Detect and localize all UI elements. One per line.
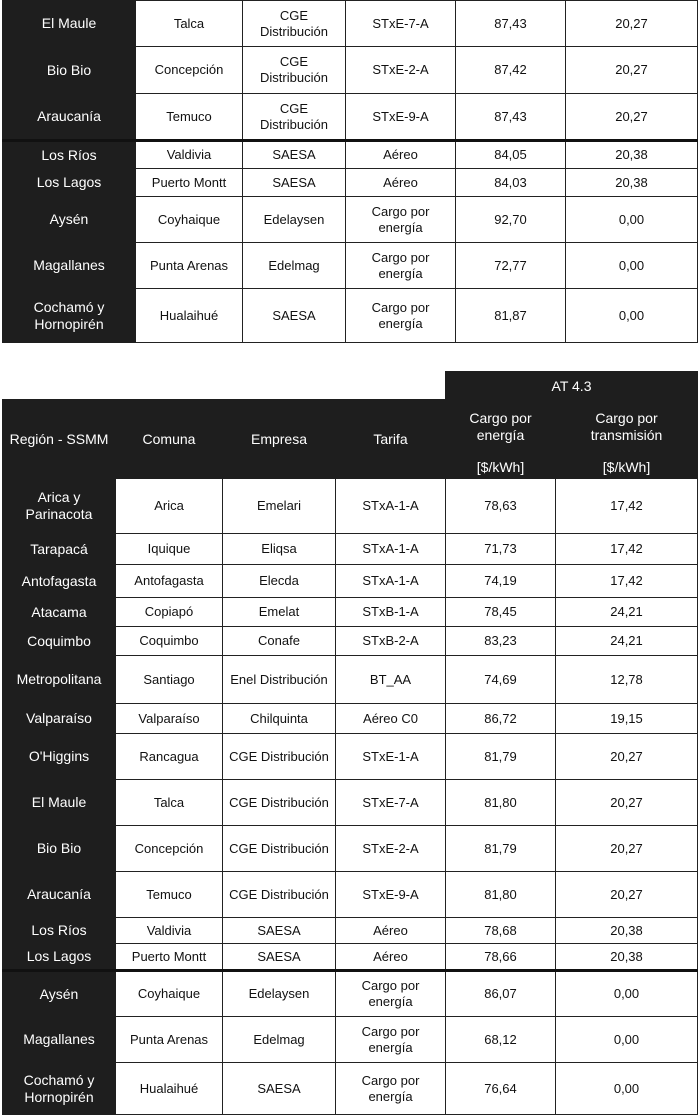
comuna-cell: Punta Arenas bbox=[136, 243, 243, 289]
tariff-table-continuation bbox=[2, 0, 698, 343]
tarifa-cell: STxE-7-A bbox=[336, 780, 446, 826]
table-row bbox=[3, 918, 698, 944]
table-body bbox=[3, 479, 698, 1115]
region-cell: Antofagasta bbox=[3, 565, 116, 598]
table-row bbox=[3, 197, 698, 243]
region-cell: Metropolitana bbox=[3, 656, 116, 704]
table-row bbox=[3, 872, 698, 918]
table-row bbox=[3, 1063, 698, 1115]
energia-cell: 72,77 bbox=[456, 243, 566, 289]
energia-cell: 84,03 bbox=[456, 169, 566, 197]
empresa-cell: SAESA bbox=[243, 289, 346, 343]
region-cell: Coquimbo bbox=[3, 627, 116, 656]
table-row bbox=[3, 1017, 698, 1063]
transmision-cell: 24,21 bbox=[556, 598, 698, 627]
region-cell: Los Ríos bbox=[3, 141, 136, 169]
energia-cell: 87,43 bbox=[456, 94, 566, 141]
transmision-cell: 20,38 bbox=[556, 944, 698, 971]
comuna-cell: Coquimbo bbox=[116, 627, 223, 656]
header-region: Región - SSMM bbox=[3, 400, 116, 479]
tarifa-cell: STxE-2-A bbox=[346, 47, 456, 94]
tarifa-cell: STxA-1-A bbox=[336, 479, 446, 534]
group-header-at43: AT 4.3 bbox=[446, 372, 698, 400]
comuna-cell: Arica bbox=[116, 479, 223, 534]
transmision-cell: 20,38 bbox=[566, 169, 698, 197]
energia-cell: 81,87 bbox=[456, 289, 566, 343]
tarifa-cell: Cargo por energía bbox=[346, 243, 456, 289]
region-cell: Aysén bbox=[3, 971, 116, 1017]
transmision-cell: 20,27 bbox=[556, 780, 698, 826]
tarifa-cell: Cargo por energía bbox=[346, 197, 456, 243]
transmision-cell: 20,38 bbox=[556, 918, 698, 944]
energia-cell: 84,05 bbox=[456, 141, 566, 169]
transmision-cell: 0,00 bbox=[566, 243, 698, 289]
comuna-cell: Rancagua bbox=[116, 734, 223, 780]
region-cell: Araucanía bbox=[3, 872, 116, 918]
region-cell: Los Lagos bbox=[3, 944, 116, 971]
region-cell: Atacama bbox=[3, 598, 116, 627]
tarifa-cell: Aéreo bbox=[336, 918, 446, 944]
energia-cell: 78,45 bbox=[446, 598, 556, 627]
tarifa-cell: STxE-9-A bbox=[346, 94, 456, 141]
empresa-cell: CGE Distribución bbox=[243, 47, 346, 94]
comuna-cell: Santiago bbox=[116, 656, 223, 704]
table-row bbox=[3, 289, 698, 343]
energia-cell: 78,66 bbox=[446, 944, 556, 971]
region-cell: Arica y Parinacota bbox=[3, 479, 116, 534]
header-spacer bbox=[3, 372, 446, 400]
comuna-cell: Valdivia bbox=[136, 141, 243, 169]
column-header-row bbox=[3, 400, 698, 455]
empresa-cell: Chilquinta bbox=[223, 704, 336, 734]
comuna-cell: Puerto Montt bbox=[116, 944, 223, 971]
region-cell: Tarapacá bbox=[3, 534, 116, 565]
transmision-cell: 20,27 bbox=[566, 47, 698, 94]
tarifa-cell: Cargo por energía bbox=[336, 971, 446, 1017]
comuna-cell: Antofagasta bbox=[116, 565, 223, 598]
table-row bbox=[3, 780, 698, 826]
table-row bbox=[3, 656, 698, 704]
energia-cell: 74,19 bbox=[446, 565, 556, 598]
empresa-cell: Emelari bbox=[223, 479, 336, 534]
region-cell: El Maule bbox=[3, 1, 136, 47]
region-cell: El Maule bbox=[3, 780, 116, 826]
header-tarifa: Tarifa bbox=[336, 400, 446, 479]
comuna-cell: Valparaíso bbox=[116, 704, 223, 734]
region-cell: O'Higgins bbox=[3, 734, 116, 780]
empresa-cell: Enel Distribución bbox=[223, 656, 336, 704]
empresa-cell: CGE Distribución bbox=[223, 872, 336, 918]
tarifa-cell: STxE-2-A bbox=[336, 826, 446, 872]
energia-cell: 87,42 bbox=[456, 47, 566, 94]
empresa-cell: Eliqsa bbox=[223, 534, 336, 565]
tarifa-cell: STxB-2-A bbox=[336, 627, 446, 656]
empresa-cell: CGE Distribución bbox=[223, 780, 336, 826]
table-row bbox=[3, 734, 698, 780]
energia-cell: 86,07 bbox=[446, 971, 556, 1017]
tarifa-cell: STxE-9-A bbox=[336, 872, 446, 918]
comuna-cell: Temuco bbox=[136, 94, 243, 141]
transmision-cell: 0,00 bbox=[556, 971, 698, 1017]
comuna-cell: Coyhaique bbox=[116, 971, 223, 1017]
table-row bbox=[3, 565, 698, 598]
tarifa-cell: Aéreo C0 bbox=[336, 704, 446, 734]
tarifa-cell: STxA-1-A bbox=[336, 534, 446, 565]
energia-cell: 81,79 bbox=[446, 826, 556, 872]
table-row bbox=[3, 479, 698, 534]
empresa-cell: Edelaysen bbox=[223, 971, 336, 1017]
transmision-cell: 0,00 bbox=[556, 1063, 698, 1115]
transmision-cell: 17,42 bbox=[556, 565, 698, 598]
transmision-cell: 0,00 bbox=[566, 197, 698, 243]
comuna-cell: Concepción bbox=[136, 47, 243, 94]
table-row bbox=[3, 971, 698, 1017]
energia-cell: 92,70 bbox=[456, 197, 566, 243]
tarifa-cell: Cargo por energía bbox=[346, 289, 456, 343]
table-row bbox=[3, 94, 698, 141]
comuna-cell: Valdivia bbox=[116, 918, 223, 944]
table-row bbox=[3, 141, 698, 169]
transmision-cell: 20,27 bbox=[556, 734, 698, 780]
comuna-cell: Talca bbox=[116, 780, 223, 826]
table-row bbox=[3, 243, 698, 289]
empresa-cell: SAESA bbox=[223, 918, 336, 944]
tarifa-cell: Cargo por energía bbox=[336, 1063, 446, 1115]
table-row bbox=[3, 704, 698, 734]
empresa-cell: SAESA bbox=[223, 1063, 336, 1115]
tarifa-cell: Cargo por energía bbox=[336, 1017, 446, 1063]
comuna-cell: Coyhaique bbox=[136, 197, 243, 243]
region-cell: Magallanes bbox=[3, 243, 136, 289]
transmision-cell: 20,38 bbox=[566, 141, 698, 169]
empresa-cell: Conafe bbox=[223, 627, 336, 656]
group-header-row bbox=[3, 372, 698, 400]
comuna-cell: Iquique bbox=[116, 534, 223, 565]
comuna-cell: Concepción bbox=[116, 826, 223, 872]
empresa-cell: Edelaysen bbox=[243, 197, 346, 243]
table-row bbox=[3, 169, 698, 197]
table-row bbox=[3, 47, 698, 94]
table-row bbox=[3, 826, 698, 872]
region-cell: Los Ríos bbox=[3, 918, 116, 944]
empresa-cell: Edelmag bbox=[243, 243, 346, 289]
region-cell: Bio Bio bbox=[3, 47, 136, 94]
energia-cell: 76,64 bbox=[446, 1063, 556, 1115]
empresa-cell: CGE Distribución bbox=[243, 94, 346, 141]
comuna-cell: Talca bbox=[136, 1, 243, 47]
table-row bbox=[3, 534, 698, 565]
region-cell: Aysén bbox=[3, 197, 136, 243]
energia-cell: 81,80 bbox=[446, 780, 556, 826]
transmision-cell: 24,21 bbox=[556, 627, 698, 656]
energia-cell: 87,43 bbox=[456, 1, 566, 47]
transmision-cell: 20,27 bbox=[566, 1, 698, 47]
header-comuna: Comuna bbox=[116, 400, 223, 479]
energia-cell: 71,73 bbox=[446, 534, 556, 565]
energia-cell: 68,12 bbox=[446, 1017, 556, 1063]
energia-cell: 78,68 bbox=[446, 918, 556, 944]
transmision-cell: 0,00 bbox=[556, 1017, 698, 1063]
energia-cell: 78,63 bbox=[446, 479, 556, 534]
header-unit-transmision: [$/kWh] bbox=[556, 455, 698, 479]
empresa-cell: Emelat bbox=[223, 598, 336, 627]
table-row bbox=[3, 627, 698, 656]
empresa-cell: Edelmag bbox=[223, 1017, 336, 1063]
tarifa-cell: Aéreo bbox=[336, 944, 446, 971]
empresa-cell: SAESA bbox=[223, 944, 336, 971]
header-energia: Cargo por energía bbox=[446, 400, 556, 455]
comuna-cell: Puerto Montt bbox=[136, 169, 243, 197]
empresa-cell: CGE Distribución bbox=[243, 1, 346, 47]
comuna-cell: Copiapó bbox=[116, 598, 223, 627]
table-row bbox=[3, 598, 698, 627]
tarifa-cell: STxE-1-A bbox=[336, 734, 446, 780]
tarifa-cell: Aéreo bbox=[346, 141, 456, 169]
region-cell: Bio Bio bbox=[3, 826, 116, 872]
region-cell: Araucanía bbox=[3, 94, 136, 141]
transmision-cell: 12,78 bbox=[556, 656, 698, 704]
empresa-cell: Elecda bbox=[223, 565, 336, 598]
tarifa-cell: STxA-1-A bbox=[336, 565, 446, 598]
table-row bbox=[3, 944, 698, 971]
empresa-cell: SAESA bbox=[243, 141, 346, 169]
empresa-cell: SAESA bbox=[243, 169, 346, 197]
comuna-cell: Temuco bbox=[116, 872, 223, 918]
header-empresa: Empresa bbox=[223, 400, 336, 479]
tarifa-cell: STxE-7-A bbox=[346, 1, 456, 47]
transmision-cell: 19,15 bbox=[556, 704, 698, 734]
tariff-table-at43 bbox=[2, 371, 698, 1115]
empresa-cell: CGE Distribución bbox=[223, 826, 336, 872]
comuna-cell: Hualaihué bbox=[116, 1063, 223, 1115]
region-cell: Magallanes bbox=[3, 1017, 116, 1063]
energia-cell: 86,72 bbox=[446, 704, 556, 734]
comuna-cell: Punta Arenas bbox=[116, 1017, 223, 1063]
energia-cell: 83,23 bbox=[446, 627, 556, 656]
region-cell: Cochamó y Hornopirén bbox=[3, 1063, 116, 1115]
empresa-cell: CGE Distribución bbox=[223, 734, 336, 780]
table-row bbox=[3, 1, 698, 47]
region-cell: Valparaíso bbox=[3, 704, 116, 734]
header-unit-energia: [$/kWh] bbox=[446, 455, 556, 479]
energia-cell: 81,79 bbox=[446, 734, 556, 780]
transmision-cell: 20,27 bbox=[556, 872, 698, 918]
header-transmision: Cargo por transmisión bbox=[556, 400, 698, 455]
transmision-cell: 20,27 bbox=[566, 94, 698, 141]
region-cell: Los Lagos bbox=[3, 169, 136, 197]
tarifa-cell: BT_AA bbox=[336, 656, 446, 704]
transmision-cell: 0,00 bbox=[566, 289, 698, 343]
energia-cell: 81,80 bbox=[446, 872, 556, 918]
transmision-cell: 17,42 bbox=[556, 479, 698, 534]
transmision-cell: 20,27 bbox=[556, 826, 698, 872]
comuna-cell: Hualaihué bbox=[136, 289, 243, 343]
transmision-cell: 17,42 bbox=[556, 534, 698, 565]
tarifa-cell: STxB-1-A bbox=[336, 598, 446, 627]
energia-cell: 74,69 bbox=[446, 656, 556, 704]
region-cell: Cochamó y Hornopirén bbox=[3, 289, 136, 343]
tarifa-cell: Aéreo bbox=[346, 169, 456, 197]
